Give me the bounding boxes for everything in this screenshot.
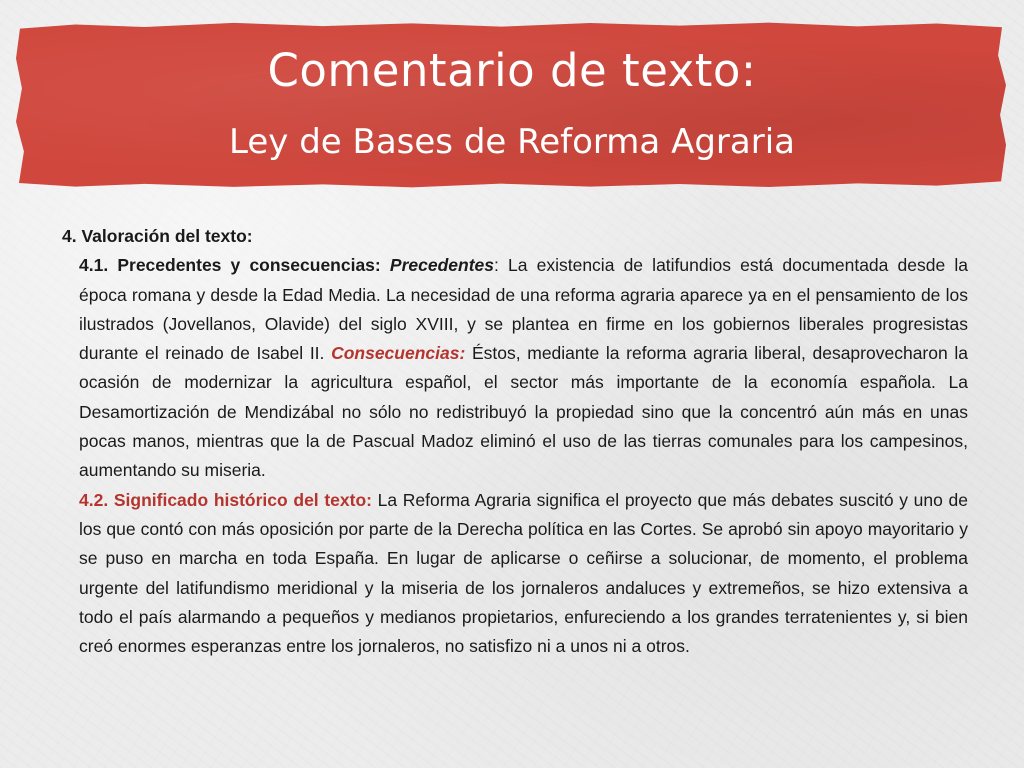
term-precedentes: Precedentes [389,255,494,276]
paragraph-text: Éstos, mediante la reforma agraria liberal, desaprovecharon la ocasión de modernizar la agricultura español, el sector más importante de la economía española. La Desamortización de Mendizábal no sólo no redistribuyó la propiedad sino que la concentró aún más en unas pocas manos, mientras que la de Pascual Madoz eliminó el uso de las tierras comunales para los campesinos, aumentando su miseria. [79,343,968,481]
term-consecuencias: Consecuencias: [331,343,466,364]
paragraph-precedentes [79,251,968,485]
paragraph-significado [79,486,968,662]
paragraph-label: 4.1. Precedentes y consecuencias: [79,255,381,276]
slide-body [62,222,968,661]
slide-subtitle: Ley de Bases de Reforma Agraria [229,122,795,162]
section-heading: 4. Valoración del texto: [62,226,253,246]
paragraph-text: : La existencia de latifundios está documentada desde la época romana y desde la Edad Media. La necesidad de una reforma agraria aparece ya en el pensamiento de los ilustrados (Jovellanos, Olavide) del siglo XVIII, y se plantea en firme en los gobiernos liberales progresistas durante el reinado de Isabel II. [79,255,968,364]
paragraph-label: 4.2. Significado histórico del texto: [79,489,372,510]
paragraph-text: La Reforma Agraria significa el proyecto que más debates suscitó y uno de los que contó con más oposición por parte de la Derecha política en las Cortes. Se aprobó sin apoyo mayoritario y se puso en marcha en toda España. En lugar de aplicarse o ceñirse a solucionar, de momento, el problema urgente del latifundismo meridional y la miseria de los jornaleros andaluces y extremeños, se hizo extensiva a todo el país alarmando a pequeños y medianos propietarios, enfureciendo a los grandes terratenientes y, si bien creó enormes esperanzas entre los jornaleros, no satisfizo ni a unos ni a otros. [79,489,968,657]
slide-title: Comentario de texto: [267,44,757,97]
